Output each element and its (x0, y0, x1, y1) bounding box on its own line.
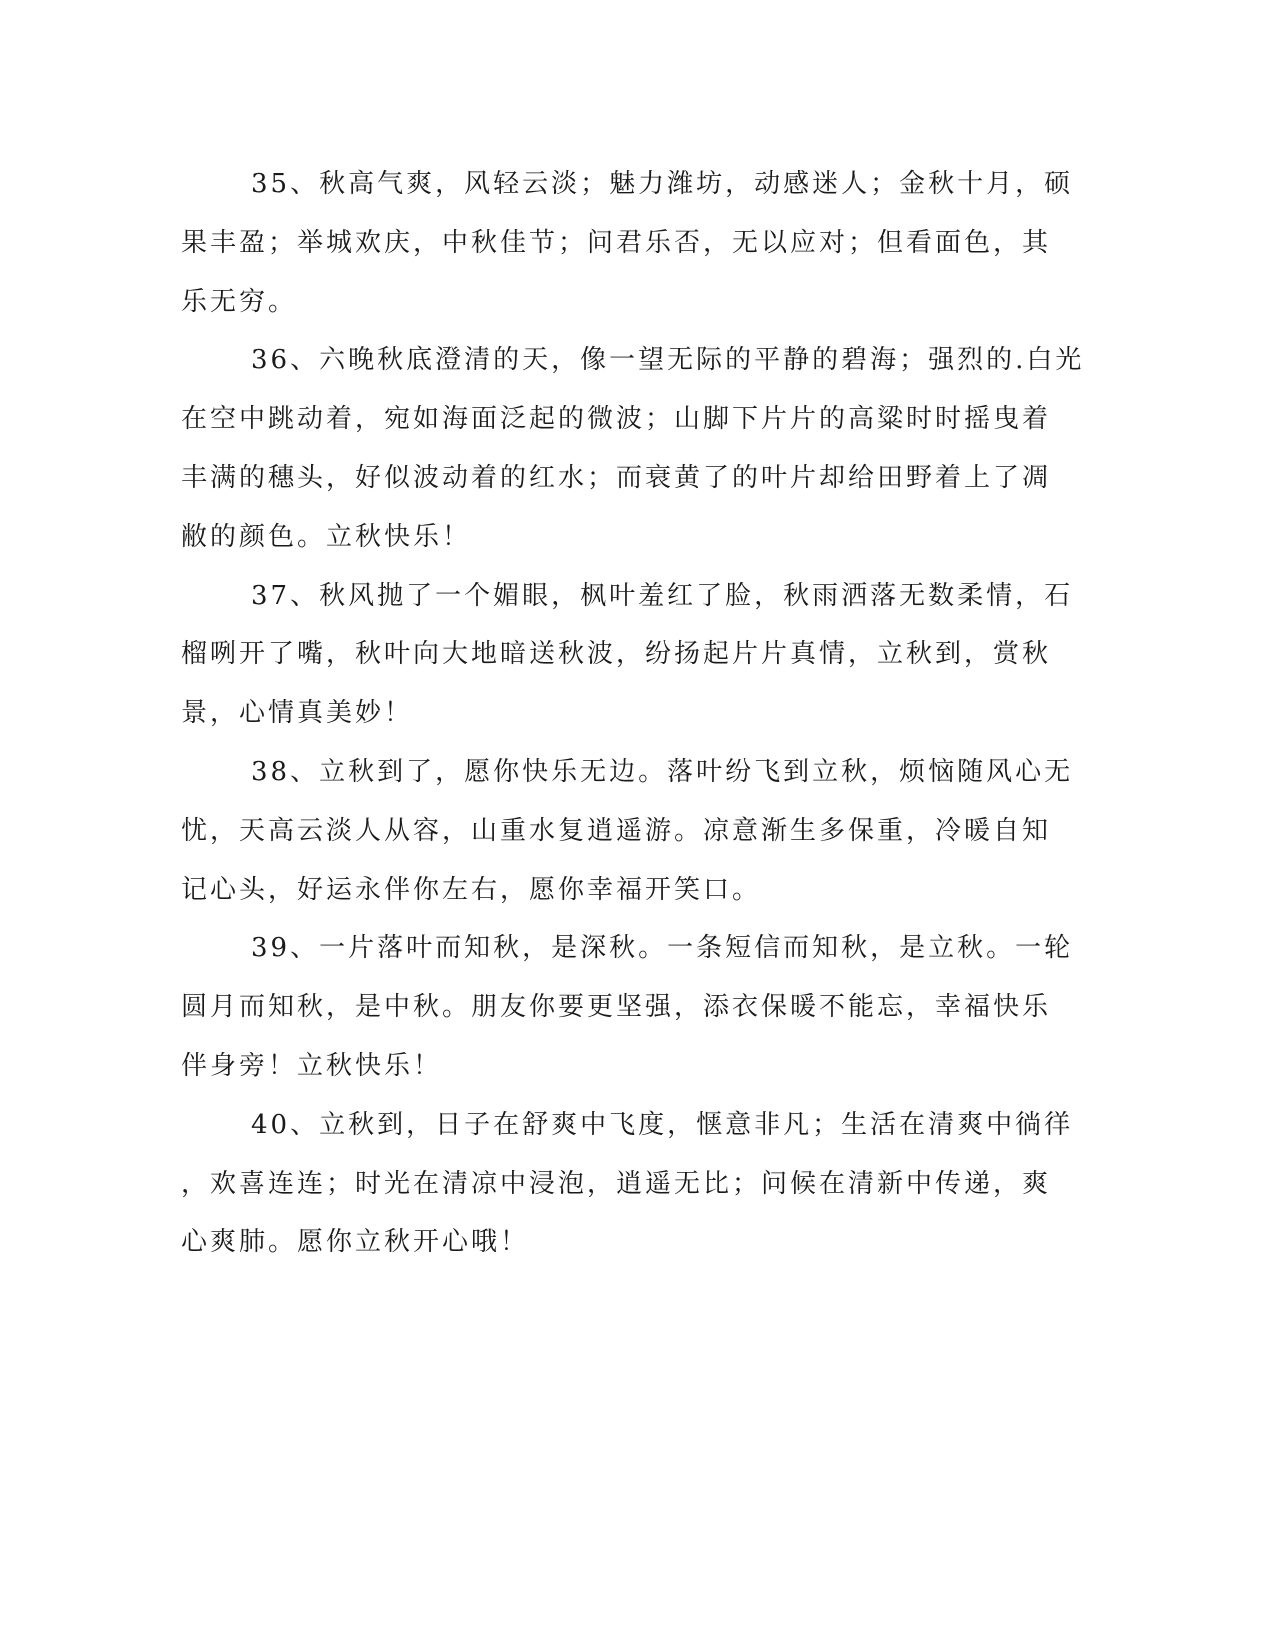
paragraph-line: 敝的颜色。立秋快乐！ (181, 521, 472, 552)
document-body (181, 155, 1085, 1272)
paragraph-line: 37、秋风抛了一个媚眼，枫叶羞红了脸，秋雨洒落无数柔情，石 (251, 580, 1074, 611)
paragraph-line: 40、立秋到，日子在舒爽中飞度，惬意非凡；生活在清爽中徜徉 (251, 1109, 1074, 1140)
paragraph-36 (181, 331, 1085, 566)
paragraph-line: 丰满的穗头，好似波动着的红水；而衰黄了的叶片却给田野着上了凋 (181, 462, 1052, 493)
paragraph-line: 记心头，好运永伴你左右，愿你幸福开笑口。 (181, 874, 762, 905)
paragraph-line: 38、立秋到了，愿你快乐无边。落叶纷飞到立秋，烦恼随风心无 (251, 756, 1074, 787)
paragraph-40 (181, 1096, 1074, 1272)
paragraph-line: 圆月而知秋，是中秋。朋友你要更坚强，添衣保暖不能忘，幸福快乐 (181, 992, 1052, 1023)
paragraph-line: 景，心情真美妙！ (181, 698, 414, 729)
paragraph-35 (181, 155, 1074, 331)
paragraph-38 (181, 743, 1074, 919)
paragraph-line: 36、六晚秋底澄清的天，像一望无际的平静的碧海；强烈的.白光 (251, 345, 1085, 376)
paragraph-37 (181, 567, 1074, 743)
paragraph-line: 在空中跳动着，宛如海面泛起的微波；山脚下片片的高粱时时摇曳着 (181, 404, 1052, 435)
paragraph-line: 伴身旁！立秋快乐！ (181, 1050, 443, 1081)
paragraph-39 (181, 919, 1074, 1095)
paragraph-line: 39、一片落叶而知秋，是深秋。一条短信而知秋，是立秋。一轮 (251, 933, 1074, 964)
paragraph-line: 乐无穷。 (181, 286, 298, 317)
paragraph-line: ，欢喜连连；时光在清凉中浸泡，逍遥无比；问候在清新中传递，爽 (181, 1168, 1052, 1199)
paragraph-line: 忧，天高云淡人从容，山重水复逍遥游。凉意渐生多保重，冷暖自知 (181, 815, 1052, 846)
paragraph-line: 35、秋高气爽，风轻云淡；魅力潍坊，动感迷人；金秋十月，硕 (251, 169, 1074, 199)
paragraph-line: 果丰盈；举城欢庆，中秋佳节；问君乐否，无以应对；但看面色，其 (181, 227, 1052, 258)
paragraph-line: 榴咧开了嘴，秋叶向大地暗送秋波，纷扬起片片真情，立秋到，赏秋 (181, 639, 1052, 670)
paragraph-line: 心爽肺。愿你立秋开心哦！ (181, 1227, 530, 1258)
